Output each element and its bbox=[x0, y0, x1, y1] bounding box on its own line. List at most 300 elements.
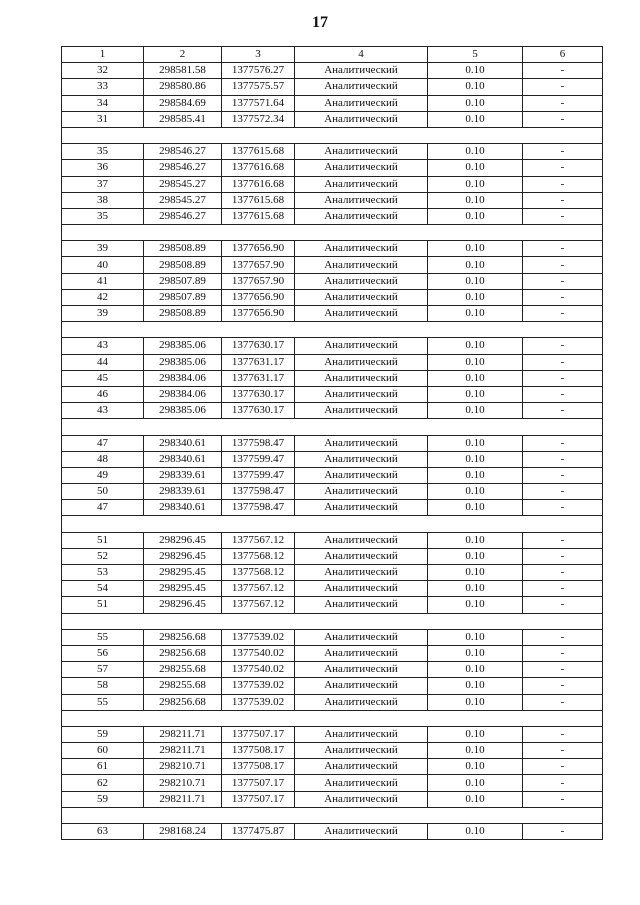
table-cell: 33 bbox=[62, 79, 144, 95]
table-cell: Аналитический bbox=[295, 273, 428, 289]
header-cell: 1 bbox=[62, 47, 144, 63]
table-cell: 0.10 bbox=[428, 403, 523, 419]
table-cell: Аналитический bbox=[295, 467, 428, 483]
table-cell: 0.10 bbox=[428, 63, 523, 79]
table-cell: 0.10 bbox=[428, 176, 523, 192]
table-row bbox=[62, 144, 603, 160]
table-cell: - bbox=[523, 662, 603, 678]
header-cell: 3 bbox=[222, 47, 295, 63]
spacer-cell bbox=[222, 516, 295, 532]
table-row bbox=[62, 354, 603, 370]
table-cell: Аналитический bbox=[295, 451, 428, 467]
table-cell: - bbox=[523, 775, 603, 791]
table-cell: 0.10 bbox=[428, 629, 523, 645]
table-cell: 1377508.17 bbox=[222, 743, 295, 759]
table-cell: - bbox=[523, 759, 603, 775]
table-row bbox=[62, 63, 603, 79]
table-row bbox=[62, 192, 603, 208]
header-cell: 2 bbox=[144, 47, 222, 63]
spacer-cell bbox=[428, 710, 523, 726]
table-cell: 298384.06 bbox=[144, 370, 222, 386]
table-cell: 1377539.02 bbox=[222, 694, 295, 710]
page-number: 17 bbox=[312, 14, 328, 31]
table-cell: Аналитический bbox=[295, 629, 428, 645]
table-cell: - bbox=[523, 435, 603, 451]
table-row bbox=[62, 532, 603, 548]
table-cell: 1377615.68 bbox=[222, 192, 295, 208]
spacer-cell bbox=[428, 225, 523, 241]
table-cell: 1377539.02 bbox=[222, 629, 295, 645]
table-cell: 1377540.02 bbox=[222, 645, 295, 661]
table-cell: 39 bbox=[62, 306, 144, 322]
table-cell: - bbox=[523, 354, 603, 370]
table-row bbox=[62, 662, 603, 678]
table-cell: 1377571.64 bbox=[222, 95, 295, 111]
table-row bbox=[62, 484, 603, 500]
table-cell: 298256.68 bbox=[144, 629, 222, 645]
table-cell: Аналитический bbox=[295, 63, 428, 79]
table-row bbox=[62, 451, 603, 467]
table-cell: 298340.61 bbox=[144, 451, 222, 467]
table-cell: 0.10 bbox=[428, 662, 523, 678]
spacer-cell bbox=[144, 225, 222, 241]
spacer-cell bbox=[62, 225, 144, 241]
table-cell: Аналитический bbox=[295, 743, 428, 759]
spacer-cell bbox=[222, 322, 295, 338]
table-cell: Аналитический bbox=[295, 403, 428, 419]
table-cell: 298256.68 bbox=[144, 645, 222, 661]
table-cell: Аналитический bbox=[295, 176, 428, 192]
table-cell: 35 bbox=[62, 144, 144, 160]
table-cell: 0.10 bbox=[428, 370, 523, 386]
table-cell: 298255.68 bbox=[144, 662, 222, 678]
table-cell: - bbox=[523, 645, 603, 661]
spacer-cell bbox=[62, 613, 144, 629]
spacer-cell bbox=[428, 322, 523, 338]
spacer-cell bbox=[222, 127, 295, 143]
table-spacer-row bbox=[62, 225, 603, 241]
table-row bbox=[62, 726, 603, 742]
table-cell: 0.10 bbox=[428, 257, 523, 273]
spacer-cell bbox=[428, 419, 523, 435]
table-row bbox=[62, 257, 603, 273]
table-row bbox=[62, 581, 603, 597]
table-cell: 0.10 bbox=[428, 435, 523, 451]
table-cell: 1377539.02 bbox=[222, 678, 295, 694]
table-row bbox=[62, 629, 603, 645]
table-cell: 50 bbox=[62, 484, 144, 500]
spacer-cell bbox=[523, 127, 603, 143]
table-cell: Аналитический bbox=[295, 95, 428, 111]
table-cell: - bbox=[523, 306, 603, 322]
table-cell: 1377599.47 bbox=[222, 451, 295, 467]
table-cell: Аналитический bbox=[295, 791, 428, 807]
table-cell: 298255.68 bbox=[144, 678, 222, 694]
table-cell: 57 bbox=[62, 662, 144, 678]
spacer-cell bbox=[144, 613, 222, 629]
table-cell: Аналитический bbox=[295, 645, 428, 661]
table-cell: 1377616.68 bbox=[222, 176, 295, 192]
spacer-cell bbox=[428, 127, 523, 143]
table-cell: 52 bbox=[62, 548, 144, 564]
table-cell: 46 bbox=[62, 386, 144, 402]
table-cell: 1377656.90 bbox=[222, 289, 295, 305]
table-row bbox=[62, 759, 603, 775]
table-row bbox=[62, 111, 603, 127]
table-cell: 298580.86 bbox=[144, 79, 222, 95]
spacer-cell bbox=[295, 127, 428, 143]
table-cell: 63 bbox=[62, 824, 144, 840]
table-cell: Аналитический bbox=[295, 726, 428, 742]
table-cell: 45 bbox=[62, 370, 144, 386]
table-row bbox=[62, 548, 603, 564]
table-cell: - bbox=[523, 208, 603, 224]
table-cell: 0.10 bbox=[428, 743, 523, 759]
table-cell: Аналитический bbox=[295, 548, 428, 564]
spacer-cell bbox=[144, 322, 222, 338]
table-row bbox=[62, 273, 603, 289]
table-cell: - bbox=[523, 289, 603, 305]
table-cell: 44 bbox=[62, 354, 144, 370]
table-cell: 298211.71 bbox=[144, 743, 222, 759]
table-cell: 0.10 bbox=[428, 192, 523, 208]
spacer-cell bbox=[62, 807, 144, 823]
table-cell: 298168.24 bbox=[144, 824, 222, 840]
table-cell: 298546.27 bbox=[144, 208, 222, 224]
table-cell: Аналитический bbox=[295, 581, 428, 597]
table-cell: - bbox=[523, 370, 603, 386]
table-cell: Аналитический bbox=[295, 532, 428, 548]
table-cell: - bbox=[523, 338, 603, 354]
table-spacer-row bbox=[62, 516, 603, 532]
table-cell: 37 bbox=[62, 176, 144, 192]
table-cell: 298585.41 bbox=[144, 111, 222, 127]
table-cell: 0.10 bbox=[428, 824, 523, 840]
table-cell: 298296.45 bbox=[144, 597, 222, 613]
header-cell: 4 bbox=[295, 47, 428, 63]
spacer-cell bbox=[523, 419, 603, 435]
spacer-cell bbox=[62, 419, 144, 435]
table-cell: 0.10 bbox=[428, 386, 523, 402]
table-cell: - bbox=[523, 597, 603, 613]
table-cell: - bbox=[523, 743, 603, 759]
table-cell: 1377598.47 bbox=[222, 484, 295, 500]
spacer-cell bbox=[523, 613, 603, 629]
spacer-cell bbox=[144, 419, 222, 435]
table-row bbox=[62, 306, 603, 322]
table-cell: 1377630.17 bbox=[222, 386, 295, 402]
table-cell: 0.10 bbox=[428, 565, 523, 581]
table-row bbox=[62, 241, 603, 257]
table-cell: 1377631.17 bbox=[222, 354, 295, 370]
table-cell: 0.10 bbox=[428, 273, 523, 289]
table-cell: - bbox=[523, 467, 603, 483]
table-cell: 0.10 bbox=[428, 144, 523, 160]
table-cell: 1377615.68 bbox=[222, 208, 295, 224]
coordinates-table bbox=[61, 46, 603, 840]
table-row bbox=[62, 95, 603, 111]
table-cell: 0.10 bbox=[428, 484, 523, 500]
table-cell: 1377616.68 bbox=[222, 160, 295, 176]
table-cell: Аналитический bbox=[295, 759, 428, 775]
table-row bbox=[62, 370, 603, 386]
table-cell: - bbox=[523, 403, 603, 419]
table-cell: 0.10 bbox=[428, 500, 523, 516]
table-cell: - bbox=[523, 386, 603, 402]
table-row bbox=[62, 597, 603, 613]
table-cell: Аналитический bbox=[295, 775, 428, 791]
table-cell: 1377568.12 bbox=[222, 548, 295, 564]
table-row bbox=[62, 403, 603, 419]
table-cell: - bbox=[523, 678, 603, 694]
table-cell: - bbox=[523, 532, 603, 548]
table-cell: 298210.71 bbox=[144, 759, 222, 775]
table-cell: 56 bbox=[62, 645, 144, 661]
table-cell: Аналитический bbox=[295, 289, 428, 305]
table-cell: 1377540.02 bbox=[222, 662, 295, 678]
table-row bbox=[62, 176, 603, 192]
table-cell: - bbox=[523, 160, 603, 176]
table-cell: 298581.58 bbox=[144, 63, 222, 79]
table-cell: 48 bbox=[62, 451, 144, 467]
table-cell: 0.10 bbox=[428, 354, 523, 370]
table-cell: - bbox=[523, 581, 603, 597]
table-cell: 298340.61 bbox=[144, 435, 222, 451]
table-row bbox=[62, 500, 603, 516]
table-cell: 298384.06 bbox=[144, 386, 222, 402]
table-cell: 32 bbox=[62, 63, 144, 79]
table-cell: 1377657.90 bbox=[222, 257, 295, 273]
table-cell: 0.10 bbox=[428, 726, 523, 742]
spacer-cell bbox=[295, 613, 428, 629]
table-cell: 298296.45 bbox=[144, 532, 222, 548]
table-cell: - bbox=[523, 257, 603, 273]
table-cell: 0.10 bbox=[428, 95, 523, 111]
table-cell: - bbox=[523, 824, 603, 840]
table-cell: 0.10 bbox=[428, 791, 523, 807]
table-row bbox=[62, 824, 603, 840]
table-cell: 1377657.90 bbox=[222, 273, 295, 289]
table-cell: 47 bbox=[62, 435, 144, 451]
table-cell: 298507.89 bbox=[144, 273, 222, 289]
table-cell: 38 bbox=[62, 192, 144, 208]
table-cell: - bbox=[523, 791, 603, 807]
spacer-cell bbox=[523, 516, 603, 532]
table-cell: Аналитический bbox=[295, 257, 428, 273]
table-cell: 298295.45 bbox=[144, 565, 222, 581]
table-spacer-row bbox=[62, 807, 603, 823]
table-cell: 40 bbox=[62, 257, 144, 273]
table-cell: 0.10 bbox=[428, 289, 523, 305]
table-cell: 0.10 bbox=[428, 775, 523, 791]
table-cell: 1377631.17 bbox=[222, 370, 295, 386]
table-cell: - bbox=[523, 451, 603, 467]
table-spacer-row bbox=[62, 419, 603, 435]
table-cell: 53 bbox=[62, 565, 144, 581]
spacer-cell bbox=[523, 710, 603, 726]
table-cell: Аналитический bbox=[295, 484, 428, 500]
table-cell: - bbox=[523, 273, 603, 289]
table-cell: - bbox=[523, 694, 603, 710]
spacer-cell bbox=[222, 710, 295, 726]
table-row bbox=[62, 678, 603, 694]
spacer-cell bbox=[523, 322, 603, 338]
table-cell: 1377598.47 bbox=[222, 435, 295, 451]
table-cell: 0.10 bbox=[428, 548, 523, 564]
table-cell: - bbox=[523, 111, 603, 127]
table-cell: Аналитический bbox=[295, 306, 428, 322]
table-cell: 62 bbox=[62, 775, 144, 791]
spacer-cell bbox=[144, 516, 222, 532]
table-cell: - bbox=[523, 629, 603, 645]
table-cell: 55 bbox=[62, 694, 144, 710]
spacer-cell bbox=[295, 419, 428, 435]
table-cell: 298210.71 bbox=[144, 775, 222, 791]
table-cell: 298546.27 bbox=[144, 160, 222, 176]
spacer-cell bbox=[144, 807, 222, 823]
table-cell: - bbox=[523, 63, 603, 79]
table-cell: 298256.68 bbox=[144, 694, 222, 710]
table-row bbox=[62, 775, 603, 791]
table-cell: 1377598.47 bbox=[222, 500, 295, 516]
table-cell: - bbox=[523, 95, 603, 111]
table-cell: - bbox=[523, 548, 603, 564]
table-cell: Аналитический bbox=[295, 160, 428, 176]
spacer-cell bbox=[144, 710, 222, 726]
spacer-cell bbox=[144, 127, 222, 143]
table-cell: Аналитический bbox=[295, 435, 428, 451]
table-cell: 1377630.17 bbox=[222, 403, 295, 419]
table-cell: - bbox=[523, 726, 603, 742]
table-cell: 0.10 bbox=[428, 694, 523, 710]
header-cell: 6 bbox=[523, 47, 603, 63]
table-cell: 1377599.47 bbox=[222, 467, 295, 483]
spacer-cell bbox=[295, 516, 428, 532]
spacer-cell bbox=[222, 807, 295, 823]
table-cell: 49 bbox=[62, 467, 144, 483]
table-cell: 42 bbox=[62, 289, 144, 305]
spacer-cell bbox=[295, 710, 428, 726]
table-cell: - bbox=[523, 484, 603, 500]
table-cell: Аналитический bbox=[295, 386, 428, 402]
table-cell: 31 bbox=[62, 111, 144, 127]
spacer-cell bbox=[62, 127, 144, 143]
table-body bbox=[62, 63, 603, 840]
table-cell: 298385.06 bbox=[144, 338, 222, 354]
table-cell: 1377656.90 bbox=[222, 241, 295, 257]
table-cell: Аналитический bbox=[295, 241, 428, 257]
table-spacer-row bbox=[62, 127, 603, 143]
table-cell: 1377567.12 bbox=[222, 581, 295, 597]
table-cell: 0.10 bbox=[428, 597, 523, 613]
table-cell: Аналитический bbox=[295, 694, 428, 710]
table-cell: 0.10 bbox=[428, 160, 523, 176]
table-cell: 0.10 bbox=[428, 338, 523, 354]
table-cell: 1377507.17 bbox=[222, 726, 295, 742]
table-cell: 43 bbox=[62, 403, 144, 419]
table-cell: 0.10 bbox=[428, 759, 523, 775]
table-cell: 35 bbox=[62, 208, 144, 224]
table-cell: 0.10 bbox=[428, 111, 523, 127]
table-cell: 1377572.34 bbox=[222, 111, 295, 127]
table-spacer-row bbox=[62, 613, 603, 629]
table-cell: 0.10 bbox=[428, 532, 523, 548]
table-cell: 1377508.17 bbox=[222, 759, 295, 775]
table-row bbox=[62, 743, 603, 759]
table-cell: 59 bbox=[62, 726, 144, 742]
spacer-cell bbox=[62, 322, 144, 338]
table-row bbox=[62, 645, 603, 661]
table-spacer-row bbox=[62, 322, 603, 338]
table-row bbox=[62, 435, 603, 451]
table-cell: Аналитический bbox=[295, 565, 428, 581]
table-cell: - bbox=[523, 176, 603, 192]
table-cell: 298295.45 bbox=[144, 581, 222, 597]
table-cell: 298340.61 bbox=[144, 500, 222, 516]
table-cell: 59 bbox=[62, 791, 144, 807]
table-cell: 1377567.12 bbox=[222, 597, 295, 613]
table-cell: Аналитический bbox=[295, 678, 428, 694]
table-cell: 298211.71 bbox=[144, 726, 222, 742]
spacer-cell bbox=[62, 710, 144, 726]
table-cell: 0.10 bbox=[428, 645, 523, 661]
table-cell: 1377568.12 bbox=[222, 565, 295, 581]
spacer-cell bbox=[295, 322, 428, 338]
table-cell: - bbox=[523, 565, 603, 581]
table-cell: 298584.69 bbox=[144, 95, 222, 111]
table-row bbox=[62, 208, 603, 224]
table-cell: 1377507.17 bbox=[222, 775, 295, 791]
table-cell: 1377575.57 bbox=[222, 79, 295, 95]
spacer-cell bbox=[428, 516, 523, 532]
spacer-cell bbox=[222, 225, 295, 241]
table-cell: 1377507.17 bbox=[222, 791, 295, 807]
table-cell: 298545.27 bbox=[144, 176, 222, 192]
table-cell: 1377656.90 bbox=[222, 306, 295, 322]
table-row bbox=[62, 289, 603, 305]
table-cell: 0.10 bbox=[428, 306, 523, 322]
table-cell: 298339.61 bbox=[144, 484, 222, 500]
table-cell: 51 bbox=[62, 532, 144, 548]
table-cell: 54 bbox=[62, 581, 144, 597]
table-cell: 298508.89 bbox=[144, 257, 222, 273]
table-header-row bbox=[62, 47, 603, 63]
table-cell: Аналитический bbox=[295, 338, 428, 354]
table-row bbox=[62, 386, 603, 402]
table-cell: Аналитический bbox=[295, 192, 428, 208]
table-cell: 298211.71 bbox=[144, 791, 222, 807]
table-cell: 39 bbox=[62, 241, 144, 257]
table-cell: 41 bbox=[62, 273, 144, 289]
table-spacer-row bbox=[62, 710, 603, 726]
table-cell: - bbox=[523, 79, 603, 95]
spacer-cell bbox=[428, 613, 523, 629]
table-cell: Аналитический bbox=[295, 111, 428, 127]
table-cell: Аналитический bbox=[295, 370, 428, 386]
table-row bbox=[62, 467, 603, 483]
spacer-cell bbox=[222, 419, 295, 435]
table-cell: 36 bbox=[62, 160, 144, 176]
header-cell: 5 bbox=[428, 47, 523, 63]
table-cell: 0.10 bbox=[428, 208, 523, 224]
spacer-cell bbox=[523, 807, 603, 823]
table-row bbox=[62, 565, 603, 581]
table-row bbox=[62, 160, 603, 176]
table-cell: 298507.89 bbox=[144, 289, 222, 305]
table-cell: 34 bbox=[62, 95, 144, 111]
table-cell: 47 bbox=[62, 500, 144, 516]
spacer-cell bbox=[428, 807, 523, 823]
